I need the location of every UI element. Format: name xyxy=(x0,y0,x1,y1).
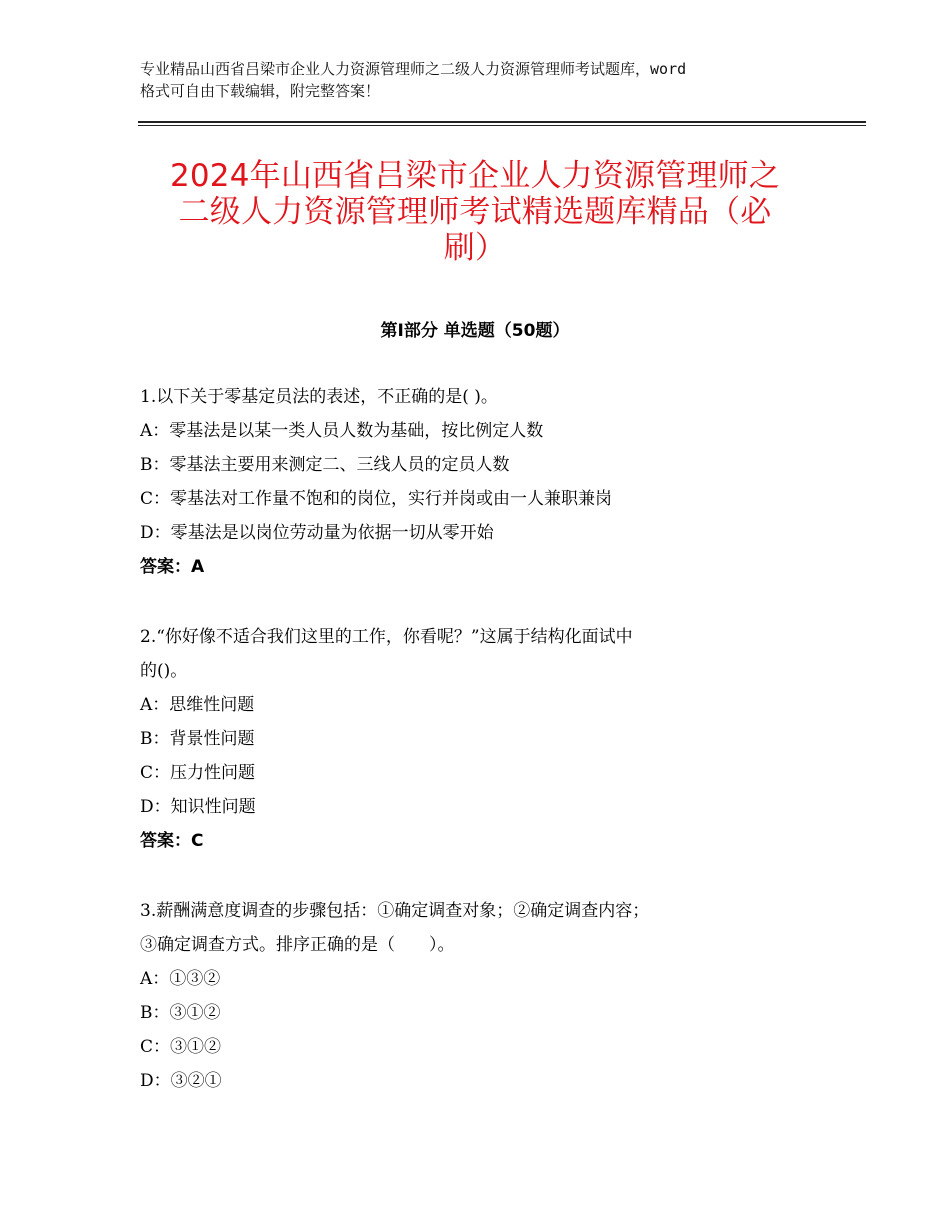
option-a: A：零基法是以某一类人员人数为基础，按比例定人数 xyxy=(140,421,544,441)
option-d: D：③②① xyxy=(140,1071,222,1091)
header-rule-thin xyxy=(138,125,866,126)
header-line-2: 格式可自由下载编辑，附完整答案！ xyxy=(140,82,381,100)
document-title xyxy=(130,158,820,266)
title-line-1: 2024年山西省吕梁市企业人力资源管理师之 xyxy=(169,158,781,194)
title-line-3: 刷） xyxy=(443,230,507,266)
question-stem-line-2: 的()。 xyxy=(140,661,188,681)
question-3 xyxy=(140,894,820,1098)
title-line-2: 二级人力资源管理师考试精选题库精品（必 xyxy=(178,194,772,230)
section-heading: 第Ⅰ部分 单选题（50题） xyxy=(380,321,570,341)
question-stem: 1.以下关于零基定员法的表述，不正确的是( )。 xyxy=(140,387,498,407)
answer: 答案：C xyxy=(140,831,204,851)
option-b: B：③①② xyxy=(140,1003,221,1023)
header-line-1: 专业精品山西省吕梁市企业人力资源管理师之二级人力资源管理师考试题库，word xyxy=(140,60,687,78)
answer: 答案：A xyxy=(140,557,205,577)
option-a: A：思维性问题 xyxy=(140,695,255,715)
question-2 xyxy=(140,620,820,858)
option-a: A：①③② xyxy=(140,969,221,989)
option-d: D：零基法是以岗位劳动量为依据一切从零开始 xyxy=(140,523,494,543)
option-b: B：背景性问题 xyxy=(140,729,255,749)
option-b: B：零基法主要用来测定二、三线人员的定员人数 xyxy=(140,455,510,475)
question-list xyxy=(140,380,820,1134)
option-d: D：知识性问题 xyxy=(140,797,256,817)
header-rule-thick xyxy=(138,121,866,123)
question-stem-line-1: 2.“你好像不适合我们这里的工作，你看呢？”这属于结构化面试中 xyxy=(140,627,633,647)
question-stem-line-1: 3.薪酬满意度调查的步骤包括：①确定调查对象；②确定调查内容； xyxy=(140,901,650,921)
option-c: C：零基法对工作量不饱和的岗位，实行并岗或由一人兼职兼岗 xyxy=(140,489,613,509)
question-stem-line-2: ③确定调查方式。排序正确的是（ ）。 xyxy=(140,935,455,955)
option-c: C：③①② xyxy=(140,1037,222,1057)
question-1 xyxy=(140,380,820,584)
document-header xyxy=(140,58,830,102)
option-c: C：压力性问题 xyxy=(140,763,256,783)
